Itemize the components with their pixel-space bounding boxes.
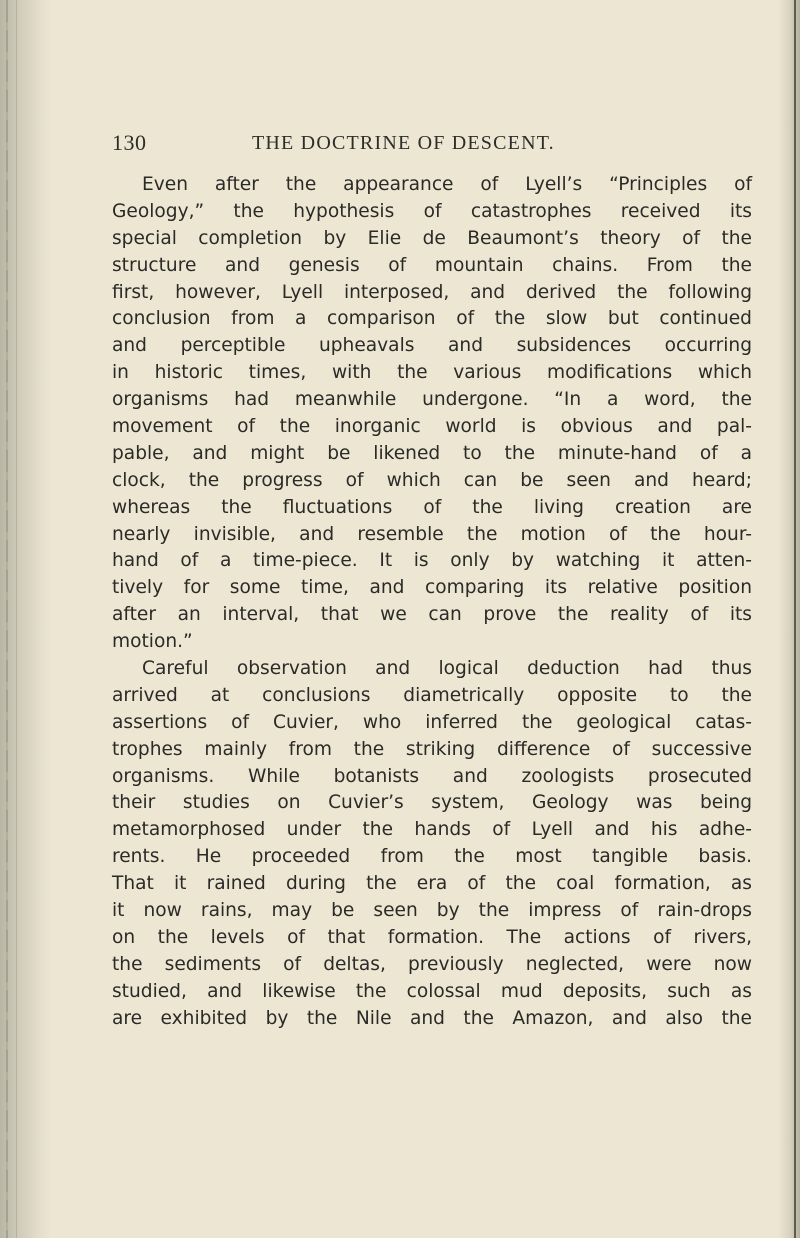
text-line: whereas the fluctuations of the living creation are xyxy=(112,496,752,518)
text-line: rents. He proceeded from the most tangible basis. xyxy=(112,846,752,868)
text-line: tively for some time, and comparing its relative position xyxy=(112,577,752,599)
text-line: are exhibited by the Nile and the Amazon, and also the xyxy=(112,1007,752,1029)
text-line: pable, and might be likened to the minute-hand of a xyxy=(112,442,752,464)
text-line: Careful observation and logical deduction had thus xyxy=(142,658,752,680)
text-line: nearly invisible, and resemble the motion of the hour- xyxy=(112,523,752,545)
text-line: and perceptible upheavals and subsidences occurring xyxy=(112,335,752,357)
running-head: THE DOCTRINE OF DESCENT. xyxy=(252,132,555,154)
paragraph-2 xyxy=(112,656,752,1032)
text-line: metamorphosed under the hands of Lyell and his adhe- xyxy=(112,819,752,841)
page-header xyxy=(112,130,752,160)
text-line: Geology,” the hypothesis of catastrophes received its xyxy=(112,200,752,222)
text-line: hand of a time-piece. It is only by watching it atten- xyxy=(112,550,752,572)
text-line: it now rains, may be seen by the impress of rain-drops xyxy=(112,900,752,922)
text-line: their studies on Cuvier’s system, Geology was being xyxy=(112,792,752,814)
text-line: arrived at conclusions diametrically opposite to the xyxy=(112,684,752,706)
text-line: motion.” xyxy=(112,631,193,653)
text-line: organisms. While botanists and zoologists prosecuted xyxy=(112,765,752,787)
text-line: That it rained during the era of the coal formation, as xyxy=(112,873,752,895)
text-line: after an interval, that we can prove the reality of its xyxy=(112,604,752,626)
body-text xyxy=(112,172,752,1033)
text-line: assertions of Cuvier, who inferred the geological catas- xyxy=(112,711,752,733)
text-line: trophes mainly from the striking difference of successive xyxy=(112,738,752,760)
text-line: Even after the appearance of Lyell’s “Principles of xyxy=(142,174,752,195)
page-edge xyxy=(778,0,800,1238)
text-line: in historic times, with the various modifications which xyxy=(112,362,752,384)
text-line: structure and genesis of mountain chains. From the xyxy=(112,254,752,276)
text-line: clock, the progress of which can be seen and heard; xyxy=(112,469,752,491)
text-line: on the levels of that formation. The actions of rivers, xyxy=(112,926,752,948)
text-line: organisms had meanwhile undergone. “In a word, the xyxy=(112,389,752,411)
page-number: 130 xyxy=(112,130,147,155)
book-gutter-shadow xyxy=(0,0,52,1238)
text-line: conclusion from a comparison of the slow but continued xyxy=(112,308,752,330)
text-line: studied, and likewise the colossal mud deposits, such as xyxy=(112,980,752,1002)
text-line: the sediments of deltas, previously neglected, were now xyxy=(112,953,752,975)
text-line: special completion by Elie de Beaumont’s theory of the xyxy=(112,227,752,249)
text-line: first, however, Lyell interposed, and derived the following xyxy=(112,281,752,303)
paragraph-1 xyxy=(112,172,752,656)
text-line: movement of the inorganic world is obvious and pal- xyxy=(112,416,752,438)
